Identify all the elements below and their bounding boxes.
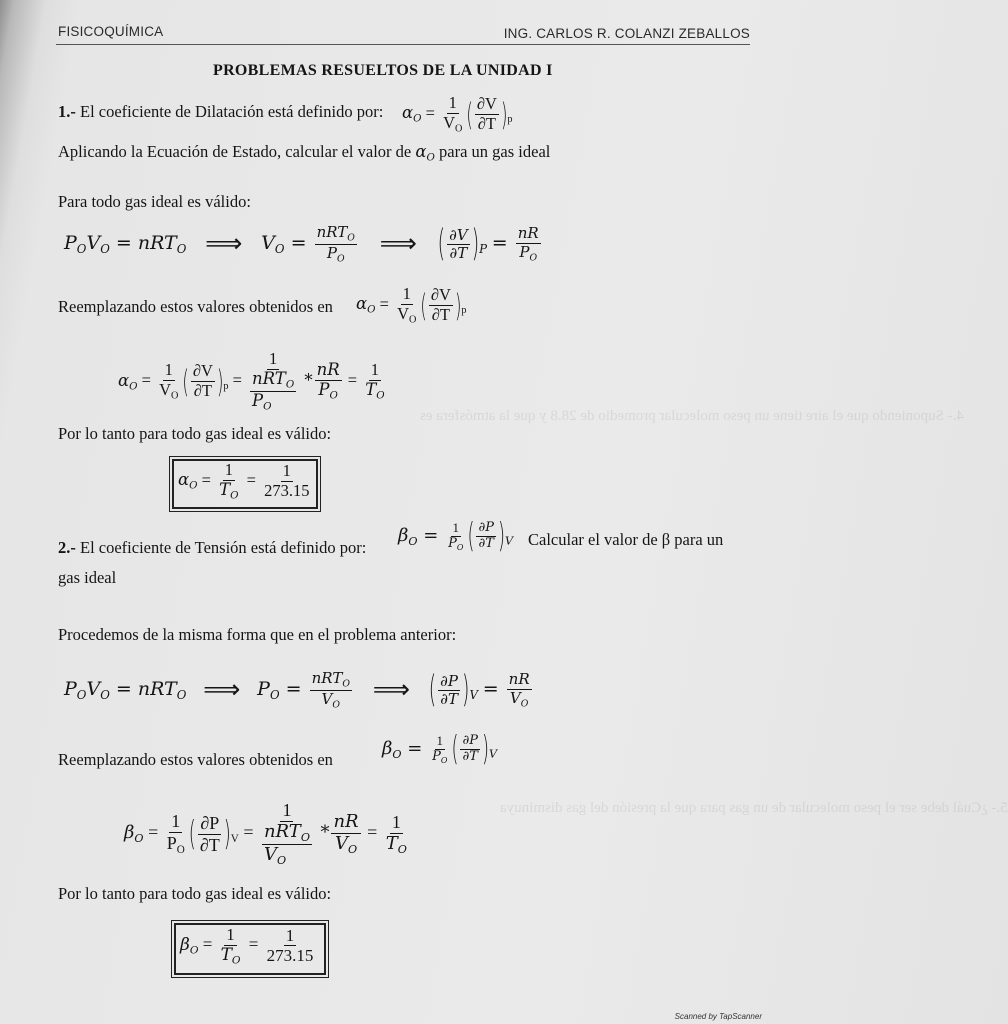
page-title: PROBLEMAS RESUELTOS DE LA UNIDAD I: [213, 62, 553, 79]
alpha-definition: $\alpha_O$ = $\frac{1}{V_O}$ ( $\frac{\partial V}{\partial T}$ )$_p$: [402, 93, 513, 135]
header-subject: FISICOQUÍMICA: [58, 24, 164, 39]
conclusion-2: Por lo tanto para todo gas ideal es válido:: [58, 884, 332, 903]
conclusion-1: Por lo tanto para todo gas ideal es válido:: [58, 424, 332, 443]
beta-result: $\beta_O$ = $\frac{1}{T_O}$ = $\frac{1}{273.15}$: [180, 925, 314, 967]
alpha-result: $\alpha_O$ = $\frac{1}{T_O}$ = $\frac{1}{273.15}$: [178, 460, 310, 502]
header-rule: [56, 44, 750, 45]
scanner-watermark: Scanned by TapScanner: [674, 1012, 762, 1021]
header-author: ING. CARLOS R. COLANZI ZEBALLOS: [503, 26, 750, 41]
equation-row-2: $P_OV_O = nRT_O$ ⟹ $P_O$ = $\frac{nRT_O}{V_O}$ ⟹ ( $\frac{\partial P}{\partial T}$ )$_V$ = $\frac{nR}{V_O}$: [64, 669, 530, 712]
equation-row-1: $P_OV_O = nRT_O$ ⟹ $V_O$ = $\frac{nRT_O}{P_O}$ ⟹ ( $\frac{\partial V}{\partial T}$ )$_P$ = $\frac{nR}{P_O}$: [64, 223, 539, 266]
problem-2-statement: [58, 538, 366, 558]
show-through-text: 5.- ¿Cuál debe ser el peso molecular de un gas para que la presión del gas disminuya: [500, 800, 1008, 816]
problem-2-text: El coeficiente de Tensión está definido por:: [80, 538, 367, 557]
beta-derivation: $\beta_O$ = $\frac{1}{P_O}$ ( $\frac{\partial P}{\partial T}$ )$_V$ = $\frac{1}{\frac{nRT_O}{V_O}}$ * $\frac{nR}{V_O}$ = $\frac{1}{T_O}$: [124, 800, 407, 868]
problem-1-text: El coeficiente de Dilatación está definido por:: [80, 102, 384, 121]
alpha-result-value: 273.15: [264, 481, 310, 501]
beta-definition: $\beta_O$ = $\frac{1}{P_O}$ ( $\frac{\partial P}{\partial T}$ )$_V$: [398, 516, 514, 557]
problem-2-number: 2.-: [58, 538, 76, 557]
problem-1-statement: [58, 102, 383, 122]
problem-1-question: Aplicando la Ecuación de Estado, calcular el valor de $\alpha_O$ para un gas ideal: [58, 142, 551, 164]
beta-definition-repeat: $\beta_O$ = $\frac{1}{P_O}$ ( $\frac{\partial P}{\partial T}$ )$_V$: [382, 729, 498, 770]
problem-2-question-cont: gas ideal: [58, 568, 117, 587]
alpha-definition-repeat: $\alpha_O$ = $\frac{1}{V_O}$ ( $\frac{\partial V}{\partial T}$ )$_p$: [356, 284, 467, 326]
replace-text-1: Reemplazando estos valores obtenidos en: [58, 297, 333, 316]
replace-text-2: Reemplazando estos valores obtenidos en: [58, 750, 333, 769]
problem-2-question: Calcular el valor de β para un: [528, 530, 724, 549]
beta-result-value: 273.15: [266, 946, 314, 966]
ideal-gas-valid-text: Para todo gas ideal es válido:: [58, 192, 251, 211]
alpha-derivation: $\alpha_O$ = $\frac{1}{V_O}$ ( $\frac{\partial V}{\partial T}$ )$_p$ = $\frac{1}{\frac{nRT_O}{P_O}}$ * $\frac{nR}{P_O}$ = $\frac{1}{T_O}$: [118, 349, 385, 413]
problem-1-number: 1.-: [58, 102, 76, 121]
show-through-text: 4.- Suponiendo que el aire tiene un peso molecular promedio de 28.8 y que la atmósfera es: [420, 408, 964, 424]
procedure-text: Procedemos de la misma forma que en el problema anterior:: [58, 625, 457, 644]
